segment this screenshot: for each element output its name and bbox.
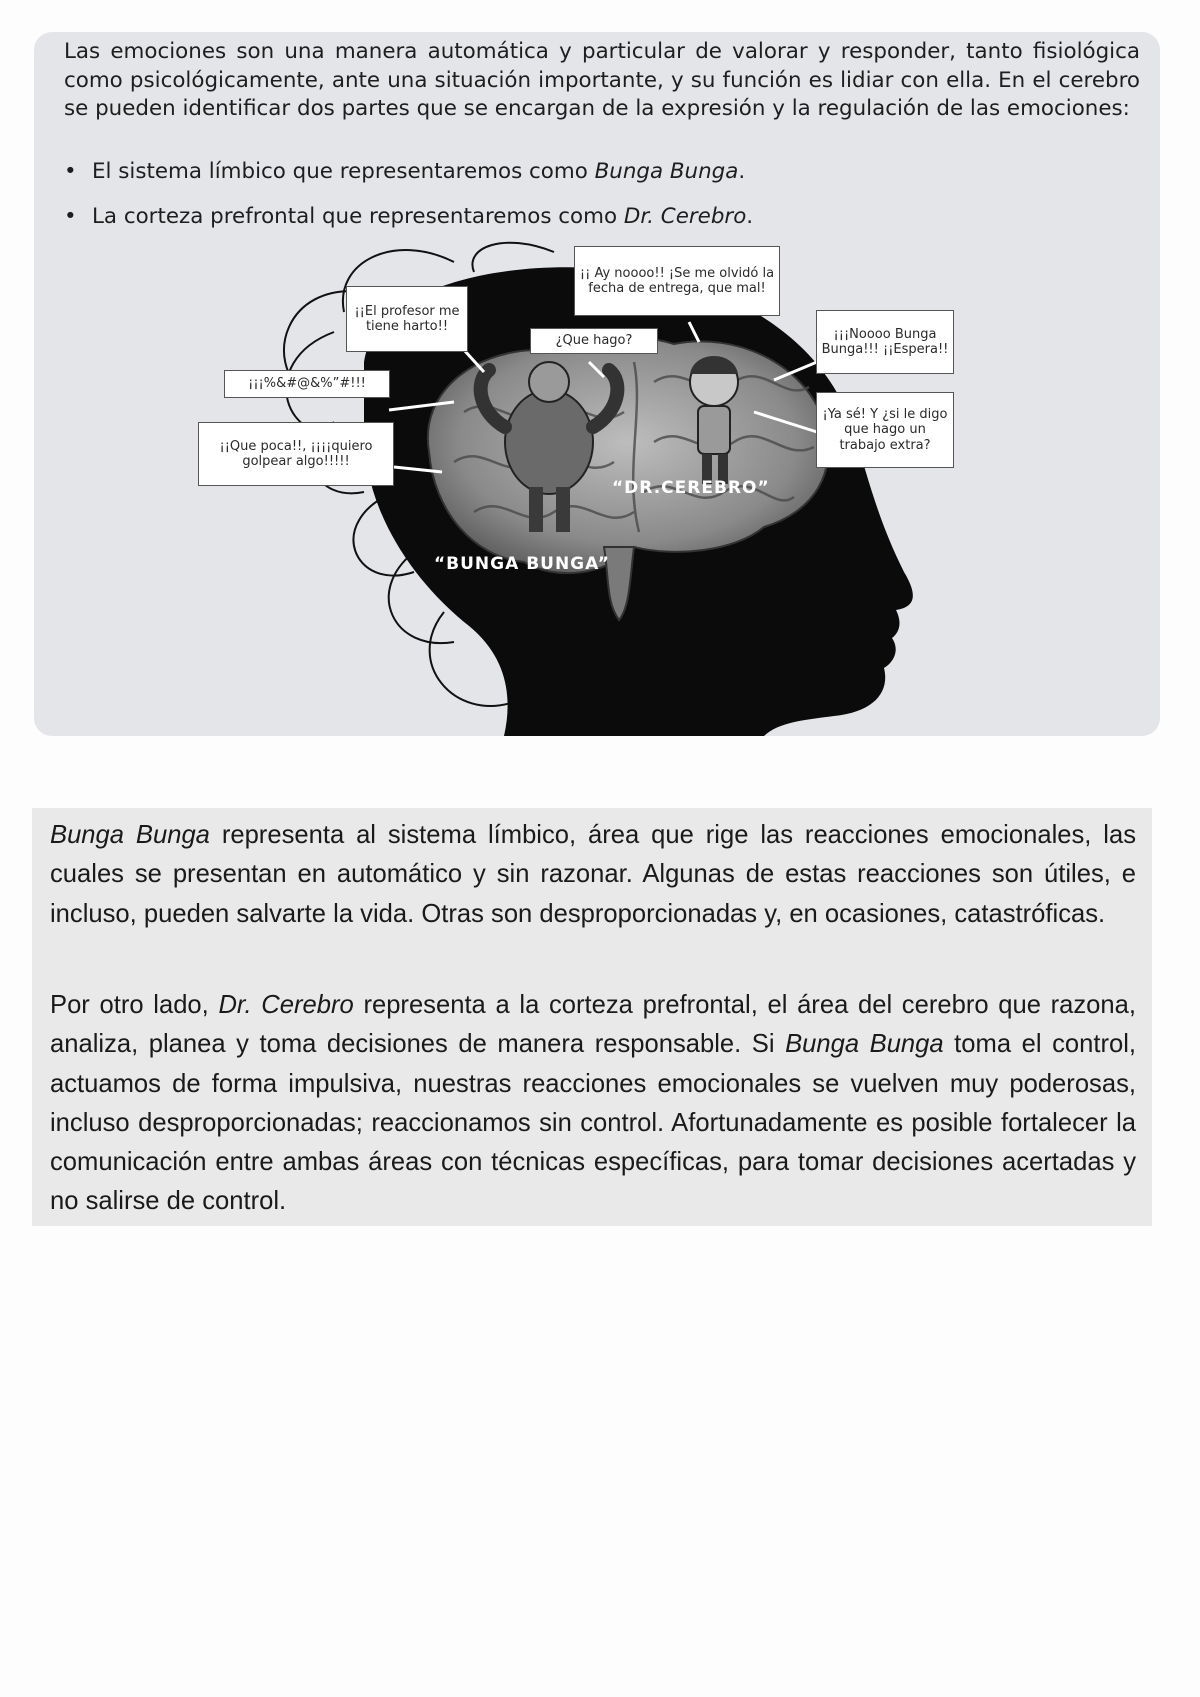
paragraph-dr-cerebro: Por otro lado, Dr. Cerebro representa a la corteza prefrontal, el área del cerebro que razona, analiza, planea y toma decisiones de manera responsable. Si Bunga Bunga toma el control, actuamos de forma impulsiva, nuestras reacciones emocionales se vuelven muy poderosas, incluso desproporcionadas; reaccionamos sin control. Afortunadamente es posible fortalecer la comunicación entre ambas áreas con técnicas específicas, para tomar decisiones acertadas y no salirse de control.	[50, 991, 1136, 1216]
explanation-panel	[32, 808, 1152, 1226]
head-brain-illustration	[34, 32, 1160, 736]
dr-cerebro-term: Dr. Cerebro	[218, 991, 354, 1019]
bullet-limbic: • El sistema límbico que representaremos como Bunga Bunga.	[64, 159, 746, 184]
bunga-bunga-term: Bunga Bunga	[50, 821, 210, 849]
intro-paragraph: Las emociones son una manera automática y particular de valorar y responder, tanto fisiológica como psicológicamente, ante una situación importante, y su función es lidiar con ella. En el cerebro se pueden identificar dos partes que se encargan de la expresión y la regulación de las emociones:	[64, 39, 1140, 121]
label-bunga-bunga: “BUNGA BUNGA”	[434, 554, 610, 574]
bubble-ay-nooo: ¡¡ Ay noooo!! ¡Se me olvidó la fecha de entrega, que mal!	[574, 246, 780, 316]
bullet-dot: •	[64, 204, 77, 229]
bubble-symbols: ¡¡¡%&#@&%”#!!!	[224, 370, 390, 398]
bubble-profesor: ¡¡El profesor me tiene harto!!	[346, 286, 468, 352]
bunga-bunga-term: Bunga Bunga	[785, 1030, 944, 1059]
bunga-bunga-term: Bunga Bunga	[594, 159, 739, 184]
bullet-dot: •	[64, 159, 77, 184]
bubble-ya-se: ¡Ya sé! Y ¿si le digo que hago un trabajo extra?	[816, 392, 954, 468]
intro-panel	[34, 32, 1160, 736]
label-dr-cerebro: “DR.CEREBRO”	[612, 478, 770, 498]
bullet-prefrontal: • La corteza prefrontal que representaremos como Dr. Cerebro.	[64, 204, 754, 229]
bubble-que-poca: ¡¡Que poca!!, ¡¡¡¡quiero golpear algo!!!!!	[198, 422, 394, 486]
bubble-noooo-bunga: ¡¡¡Noooo Bunga Bunga!!! ¡¡Espera!!	[816, 310, 954, 374]
dr-cerebro-term: Dr. Cerebro	[623, 204, 747, 229]
bubble-que-hago: ¿Que hago?	[530, 328, 658, 354]
paragraph-bunga-bunga: Bunga Bunga representa al sistema límbico, área que rige las reacciones emocionales, las cuales se presentan en automático y sin razonar. Algunas de estas reacciones son útiles, e incluso, pueden salvarte la vida. Otras son desproporcionadas y, en ocasiones, catastróficas.	[50, 821, 1137, 928]
